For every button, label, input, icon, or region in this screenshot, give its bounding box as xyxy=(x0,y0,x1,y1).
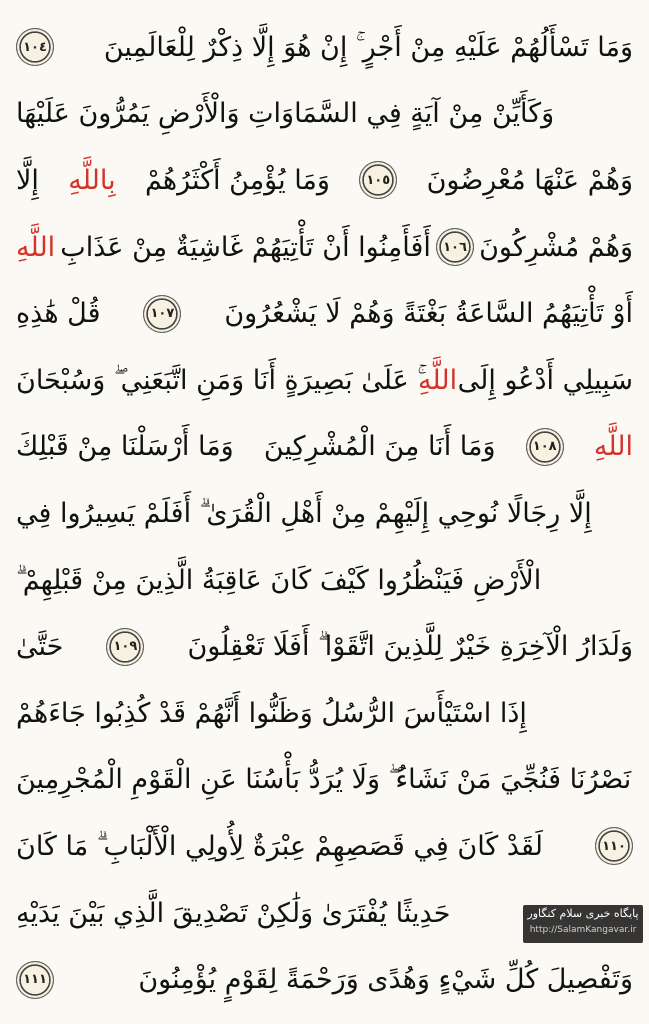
verse-text: لَقَدْ كَانَ فِي قَصَصِهِمْ عِبْرَةٌ لِأُولِي الْأَلْبَابِ ۗ مَا كَانَ xyxy=(16,830,543,862)
divine-name-text: اللَّهِ xyxy=(16,231,56,263)
verse-line xyxy=(16,347,633,414)
verse-text: أَوْ تَأْتِيَهُمُ السَّاعَةُ بَغْتَةً وَهُمْ لَا يَشْعُرُونَ xyxy=(224,298,633,330)
verse-text: وَكَأَيِّنْ مِنْ آيَةٍ فِي السَّمَاوَاتِ وَالْأَرْضِ يَمُرُّونَ عَلَيْهَا xyxy=(16,98,555,130)
verse-line xyxy=(16,547,633,614)
ayah-number: ١٠٤ xyxy=(23,39,47,55)
ayah-number-marker xyxy=(143,295,181,333)
divine-name-text: بِاللَّهِ xyxy=(68,164,116,196)
verse-text: أَفَأَمِنُوا أَنْ تَأْتِيَهُمْ غَاشِيَةٌ مِنْ عَذَابِ xyxy=(60,231,431,263)
verse-line xyxy=(16,613,633,680)
ayah-number-marker xyxy=(436,228,474,266)
ayah-number: ١٠٧ xyxy=(150,306,175,322)
ayah-number: ١١٠ xyxy=(602,838,626,854)
verse-text: إِذَا اسْتَيْأَسَ الرُّسُلُ وَظَنُّوا أَنَّهُمْ قَدْ كُذِبُوا جَاءَهُمْ xyxy=(16,697,527,729)
ayah-number: ١٠٥ xyxy=(366,172,391,188)
verse-text: إِلَّا رِجَالًا نُوحِي إِلَيْهِمْ مِنْ أَهْلِ الْقُرَىٰ ۗ أَفَلَمْ يَسِيرُوا فِي xyxy=(16,497,592,529)
verse-text: حَدِيثًا يُفْتَرَىٰ وَلَٰكِنْ تَصْدِيقَ الَّذِي بَيْنَ يَدَيْهِ xyxy=(16,897,451,929)
verse-text: حَتَّىٰ xyxy=(16,631,64,663)
watermark-title: پایگاه خبری سلام کنگاور xyxy=(527,907,639,920)
verse-line xyxy=(16,946,633,1013)
verse-line xyxy=(16,81,633,148)
ayah-number-marker xyxy=(106,628,144,666)
ayah-number-marker xyxy=(595,827,633,865)
divine-name-text: اللَّهِ xyxy=(417,364,458,396)
verse-text: وَهُمْ عَنْهَا مُعْرِضُونَ xyxy=(426,164,633,196)
verse-text: وَهُمْ مُشْرِكُونَ xyxy=(479,231,633,263)
ayah-number-marker xyxy=(526,428,564,466)
verse-text: وَتَفْصِيلَ كُلِّ شَيْءٍ وَهُدًى وَرَحْمَةً لِقَوْمٍ يُؤْمِنُونَ xyxy=(138,964,633,996)
watermark-url: http://SalamKangavar.ir xyxy=(529,925,637,935)
verse-text: وَمَا أَنَا مِنَ الْمُشْرِكِينَ xyxy=(263,431,496,463)
ayah-number: ١٠٦ xyxy=(443,239,467,255)
verse-line xyxy=(16,747,633,814)
verse-text: إِلَّا xyxy=(16,164,39,196)
verse-text: نَصْرُنَا فَنُجِّيَ مَنْ نَشَاءُ ۖ وَلَا يُرَدُّ بَأْسُنَا عَنِ الْقَوْمِ الْمُجْرِمِينَ xyxy=(16,764,632,796)
verse-text: وَمَا يُؤْمِنُ أَكْثَرُهُمْ xyxy=(144,164,330,196)
verse-text: وَمَا أَرْسَلْنَا مِنْ قَبْلِكَ xyxy=(16,431,234,463)
verse-line xyxy=(16,280,633,347)
ayah-number-marker xyxy=(16,28,54,66)
verse-line xyxy=(16,813,633,880)
verse-text: سَبِيلِي أَدْعُو إِلَى xyxy=(457,364,633,396)
verse-line xyxy=(16,414,633,481)
ayah-number-marker xyxy=(359,161,397,199)
verse-text: وَلَدَارُ الْآخِرَةِ خَيْرٌ لِلَّذِينَ اتَّقَوْا ۗ أَفَلَا تَعْقِلُونَ xyxy=(187,631,633,663)
watermark-badge xyxy=(523,905,643,943)
verse-text: ۚ عَلَىٰ بَصِيرَةٍ أَنَا وَمَنِ اتَّبَعَنِي ۖ وَسُبْحَانَ xyxy=(16,364,418,396)
verse-line xyxy=(16,680,633,747)
divine-name-text: اللَّهِ xyxy=(593,431,633,463)
verse-text: وَمَا تَسْأَلُهُمْ عَلَيْهِ مِنْ أَجْرٍ ۚ إِنْ هُوَ إِلَّا ذِكْرٌ لِلْعَالَمِينَ xyxy=(103,31,633,63)
verse-line xyxy=(16,14,633,81)
ayah-number: ١١١ xyxy=(23,972,47,988)
verse-line xyxy=(16,147,633,214)
ayah-number: ١٠٩ xyxy=(113,639,138,655)
verse-line xyxy=(16,480,633,547)
ayah-number-marker xyxy=(16,961,54,999)
verse-line xyxy=(16,214,633,281)
ayah-number: ١٠٨ xyxy=(532,439,557,455)
verse-text: الْأَرْضِ فَيَنْظُرُوا كَيْفَ كَانَ عَاقِبَةُ الَّذِينَ مِنْ قَبْلِهِمْ ۗ xyxy=(16,564,542,596)
verse-text: قُلْ هَٰذِهِ xyxy=(16,298,101,330)
